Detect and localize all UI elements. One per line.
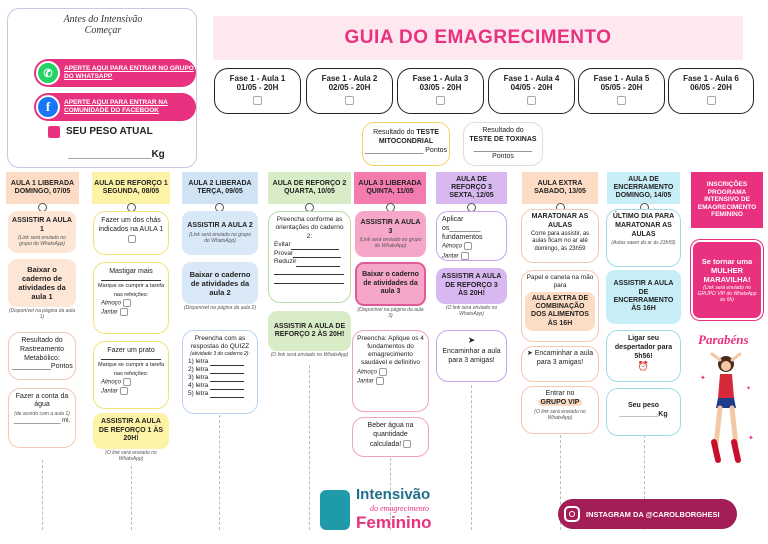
quiz-letter: 1) letra — [188, 357, 209, 365]
almoco-label: Almoço — [101, 379, 122, 386]
phase-6[interactable] — [668, 68, 754, 114]
weight-unit: Kg — [151, 149, 165, 160]
quiz-letter: 3) letra — [188, 373, 209, 381]
c4-fill-text: Preencha conforme as orientações do caderno 2: — [275, 216, 344, 240]
c4-provar-label: Provar — [274, 249, 294, 257]
quiz-letter: 2) letra — [188, 365, 209, 373]
c7-marathon-title: MARATONAR AS AULAS — [531, 213, 589, 229]
c5-fill-box[interactable] — [352, 330, 429, 412]
c2-assist-button[interactable] — [93, 413, 169, 449]
phase-label: Fase 1 - Aula 1 — [229, 74, 286, 83]
c2-assist-title: ASSISTIR A AULA DE REFORÇO 1 ÀS 20H! — [98, 418, 164, 443]
c1-water-note: (de acordo com a aula 1) — [14, 410, 70, 417]
c1-assist-note: (Link será enviado no grupo do WhatsApp) — [18, 234, 66, 247]
c5-book-title: Baixar o caderno de atividades da aula 3 — [362, 271, 419, 296]
phase-4[interactable] — [488, 68, 575, 114]
mito-test-box[interactable] — [362, 122, 450, 166]
phase-label: Fase 1 - Aula 2 — [321, 74, 378, 83]
instagram-button[interactable] — [558, 499, 737, 529]
phase-checkbox[interactable] — [345, 96, 354, 105]
c2-chew-sub: Marque se cumprir a tarefa nas refeições: — [97, 283, 165, 298]
c7-vip-prefix: Entrar no — [545, 390, 575, 397]
c6-share-box[interactable] — [436, 330, 507, 382]
c4-evitar-label: Evitar — [274, 241, 291, 249]
jantar-checkbox[interactable] — [376, 377, 384, 385]
c3-quiz-box[interactable] — [182, 330, 258, 414]
c1-metab-pts: __________Pontos — [12, 363, 73, 371]
intro-card — [7, 8, 197, 168]
c4-extra-line[interactable] — [274, 278, 344, 284]
col4-header: AULA DE REFORÇO 2 QUARTA, 10/05 — [268, 172, 351, 204]
c5-water-checkbox[interactable] — [403, 440, 411, 448]
phase-checkbox[interactable] — [617, 96, 626, 105]
c6-apply-box[interactable] — [436, 211, 507, 261]
c5-assist-title: ASSISTIR A AULA 3 — [360, 219, 421, 235]
c6-assist-button[interactable] — [436, 268, 507, 304]
c3-book-title: Baixar o caderno de atividades da aula 2 — [189, 269, 251, 297]
c8-alarm-box[interactable] — [606, 330, 681, 382]
quiz-answer[interactable] — [210, 376, 244, 382]
guide-line — [42, 460, 43, 530]
c4-evitar-input[interactable] — [291, 244, 339, 250]
c8-assist-button[interactable] — [606, 270, 681, 324]
quiz-letter: 4) letra — [188, 381, 209, 389]
send-icon: ➤ — [526, 350, 533, 357]
jantar-checkbox[interactable] — [120, 387, 128, 395]
facebook-label: APERTE AQUI PARA ENTRAR NA COMUNIDADE DO FACEBOOK — [64, 99, 168, 114]
c7-extra-title: AULA EXTRA DE COMBINAÇÃO DOS ALIMENTOS ÀS 16H — [525, 292, 595, 332]
logo-line2: do emagrecimento — [370, 504, 430, 513]
phase-date: 04/05 - 20H — [510, 82, 553, 92]
phase-2[interactable] — [306, 68, 393, 114]
c7-vip-box[interactable] — [521, 386, 599, 434]
quiz-answer[interactable] — [210, 392, 244, 398]
guide-line — [309, 365, 310, 530]
col3-header: AULA 2 LIBERADA TERÇA, 09/05 — [182, 172, 258, 204]
c3-quiz-text: Preencha com as respostas do QUIZZ — [190, 335, 250, 351]
mito-title: TESTE MITOCONDRIAL — [378, 129, 439, 145]
phase-label: Fase 1 - Aula 4 — [503, 74, 560, 83]
send-icon: ➤ — [467, 335, 476, 345]
toxin-test-box[interactable] — [463, 122, 543, 166]
phase-date: 06/05 - 20H — [690, 82, 732, 92]
c1-book-note: (Disponível na página da aula 1) — [8, 308, 76, 320]
hero-illustration — [690, 350, 762, 465]
c7-vip-title: GRUPO VIP — [538, 399, 583, 406]
svg-text:✦: ✦ — [746, 385, 752, 392]
c5-book-button[interactable] — [355, 262, 426, 306]
phase-1[interactable] — [214, 68, 301, 114]
phase-checkbox[interactable] — [707, 96, 716, 105]
phase-checkbox[interactable] — [527, 96, 536, 105]
almoco-checkbox[interactable] — [123, 378, 131, 386]
c7-share-text: Encaminhar a aula para 3 amigas! — [534, 350, 594, 366]
jantar-label: Jantar — [357, 378, 374, 385]
c7-marathon-text: Corre para assistir, as aulas ficam no ar até domingo, às 23h59 — [530, 230, 590, 252]
c2-chew-box[interactable] — [93, 262, 169, 334]
whatsapp-label: APERTE AQUI PARA ENTRAR NO GRUPO DO WHATSAPP — [64, 65, 194, 80]
jantar-checkbox[interactable] — [120, 308, 128, 316]
col7-header: AULA EXTRA SABADO, 13/05 — [522, 172, 598, 204]
weight-blank: _______________ — [68, 149, 152, 160]
c9-card-note: (Link será enviado no GRUPO VIP do WhatsApp às 6h) — [697, 285, 757, 303]
c7-share-box[interactable] — [521, 346, 599, 382]
guide-line — [219, 415, 220, 530]
tox-points: _______________ Pontos — [473, 144, 533, 161]
phase-date: 03/05 - 20H — [419, 82, 462, 92]
c1-water-text: Fazer a conta da água — [15, 393, 69, 409]
phase-label: Fase 1 - Aula 6 — [683, 74, 739, 83]
almoco-checkbox[interactable] — [379, 368, 387, 376]
c4-extra-line[interactable] — [274, 269, 344, 275]
c1-assist-title: ASSISTIR A AULA 1 — [12, 217, 72, 233]
almoco-label: Almoço — [357, 369, 378, 376]
c2-plate-sub: Marque se cumprir a tarefa nas refeições: — [97, 362, 165, 377]
header-banner — [213, 16, 743, 60]
phase-date: 01/05 - 20H — [236, 82, 279, 92]
intro-title: Antes do Intensivão Começar — [63, 14, 143, 36]
quiz-answer[interactable] — [210, 368, 244, 374]
alarm-clock-icon: ⏰ — [637, 361, 650, 372]
tox-prefix: Resultado do — [482, 127, 524, 134]
c2-plate-box[interactable] — [93, 341, 169, 409]
brand-logo — [316, 486, 466, 538]
c7-extra-box[interactable] — [521, 270, 599, 342]
jantar-label: Jantar — [101, 388, 118, 395]
svg-text:✦: ✦ — [700, 374, 706, 382]
mito-prefix: Resultado do — [373, 129, 415, 136]
parabens-text: Parabéns — [698, 332, 749, 347]
c2-tea-text: Fazer um dos chás indicados na AULA 1 — [98, 217, 164, 233]
c8-alarm-text: Ligar seu despertador para 5h56! — [614, 335, 673, 360]
scale-icon — [48, 126, 60, 138]
c3-assist-title: ASSISTIR A AULA 2 — [187, 222, 253, 230]
logo-emblem — [320, 490, 350, 530]
c5-fill-text: Preencha: Aplique os 4 fundamentos do emagrecimento saudável e definitivo — [357, 335, 424, 367]
c5-assist-note: (Link será enviado no grupo do WhatsApp) — [359, 236, 422, 249]
phase-date: 02/05 - 20H — [328, 82, 371, 92]
c7-pen-text: Papel e caneta na mão para — [526, 274, 594, 289]
jantar-label: Jantar — [442, 253, 459, 260]
almoco-label: Almoço — [442, 243, 463, 250]
col2-header: AULA DE REFORÇO 1 SEGUNDA, 08/05 — [92, 172, 170, 204]
phase-5[interactable] — [578, 68, 665, 114]
c5-book-note: (Disponível na página da aula 3) — [357, 307, 424, 319]
jantar-checkbox[interactable] — [461, 252, 469, 260]
c4-reduzir-label: Reduzir — [274, 258, 297, 266]
c8-last-title: ÚLTIMO DIA PARA MARATONAR AS AULAS — [612, 213, 675, 238]
almoco-checkbox[interactable] — [464, 242, 472, 250]
c4-assist-title: ASSISTIR A AULA DE REFORÇO 2 ÀS 20H! — [273, 322, 346, 338]
col5-header: AULA 3 LIBERADA QUINTA, 11/05 — [354, 172, 426, 204]
c8-weight-box[interactable] — [606, 388, 681, 436]
phase-checkbox[interactable] — [253, 96, 262, 105]
phase-checkbox[interactable] — [436, 96, 445, 105]
c4-fill-box[interactable] — [268, 211, 351, 303]
c8-weight-text: Seu peso — [627, 402, 660, 409]
col6-header: AULA DE REFORÇO 3 SEXTA, 12/05 — [436, 172, 507, 204]
c8-last-note: (Aulas saem do ar às 23h59) — [611, 240, 676, 247]
c3-assist-button[interactable] — [182, 211, 258, 255]
col8-header: AULA DE ENCERRAMENTO DOMINGO, 14/05 — [607, 172, 680, 204]
c6-assist-note: (O link será enviado no WhatsApp) — [445, 305, 498, 317]
almoco-checkbox[interactable] — [123, 299, 131, 307]
c1-metab-text: Resultado do Rastreamento Metabólico: — [20, 337, 64, 362]
c4-assist-button[interactable] — [268, 311, 351, 351]
c2-tea-checkbox[interactable] — [128, 235, 136, 243]
quiz-letter: 5) letra — [188, 390, 209, 397]
page-title: GUIA DO EMAGRECIMENTO — [344, 27, 612, 48]
col9-header: INSCRIÇÕES PROGRAMA INTENSIVO DE EMAGRECIMENTO FEMININO — [691, 172, 763, 228]
c2-plate-text: Fazer um prato — [107, 347, 155, 354]
tox-title: TESTE DE TOXINAS — [469, 135, 537, 143]
c3-quiz-note: (atividade 3 do caderno 2): — [190, 351, 250, 358]
c9-maravilha-button[interactable] — [691, 240, 763, 320]
mito-points: _______________ Pontos — [364, 146, 448, 154]
c2-tea-box[interactable] — [93, 211, 169, 255]
c6-apply-text: Aplicar os________ fundamentos — [442, 216, 483, 242]
c5-water-text: Beber água na quantidade calculada! — [367, 422, 414, 448]
c1-book-title: Baixar o caderno de atividades da aula 1 — [18, 265, 66, 301]
c2-chew-text: Mastigar mais — [109, 268, 153, 275]
phase-label: Fase 1 - Aula 5 — [593, 74, 650, 83]
guide-line — [471, 385, 472, 530]
c6-share-text: Encaminhar a aula para 3 amigas! — [442, 347, 501, 364]
c2-assist-note: (O link será enviado no WhatsApp) — [105, 450, 157, 462]
c4-reduzir-input[interactable] — [296, 261, 340, 267]
c7-marathon-box[interactable] — [521, 209, 599, 263]
phase-date: 05/05 - 20H — [600, 82, 643, 92]
c9-card-text: Se tornar uma MULHER MARAVILHA! — [701, 257, 753, 284]
instagram-label: INSTAGRAM DA @CAROLBORGHESI — [586, 509, 720, 519]
c1-water-box[interactable] — [8, 388, 76, 448]
c7-vip-note: (O link será enviado no WhatsApp) — [534, 408, 586, 421]
svg-text:✦: ✦ — [748, 434, 754, 442]
c8-weight-blank: __________Kg — [619, 411, 668, 419]
c1-metabolic-box[interactable] — [8, 332, 76, 380]
c3-book-button[interactable] — [182, 262, 258, 304]
weight-title: SEU PESO ATUAL — [66, 126, 153, 137]
weight-field[interactable] — [68, 149, 165, 160]
col1-header: AULA 1 LIBERADA DOMINGO, 07/05 — [6, 172, 79, 204]
c5-assist-button[interactable] — [355, 211, 426, 257]
instagram-icon — [564, 506, 580, 522]
facebook-icon: f — [36, 95, 60, 119]
phase-label: Fase 1 - Aula 3 — [412, 74, 469, 83]
c5-water-box[interactable] — [352, 417, 429, 457]
c4-assist-note: (O link será enviado no WhatsApp) — [270, 352, 349, 358]
logo-line1: Intensivão — [356, 486, 431, 503]
c1-book-button[interactable] — [8, 259, 76, 307]
jantar-label: Jantar — [101, 309, 118, 316]
guide-line — [131, 466, 132, 530]
c1-water-ml: ______________ ml. — [13, 417, 71, 424]
phase-3[interactable] — [397, 68, 484, 114]
c6-assist-title: ASSISTIR A AULA DE REFORÇO 3 ÀS 20H! — [441, 273, 502, 298]
c3-assist-note: (Link será enviado no grupo do WhatsApp) — [189, 231, 251, 244]
c1-assist-button[interactable] — [8, 211, 76, 253]
quiz-answer[interactable] — [210, 360, 244, 366]
whatsapp-icon: ✆ — [36, 61, 60, 85]
c8-assist-title: ASSISTIR A AULA DE ENCERRAMENTO ÀS 16H — [613, 280, 674, 313]
almoco-label: Almoço — [101, 300, 122, 307]
logo-line3: Feminino — [356, 513, 432, 532]
c3-book-note: (Disponível na página da aula 2) — [184, 305, 256, 311]
c8-last-day-box[interactable] — [606, 209, 681, 267]
